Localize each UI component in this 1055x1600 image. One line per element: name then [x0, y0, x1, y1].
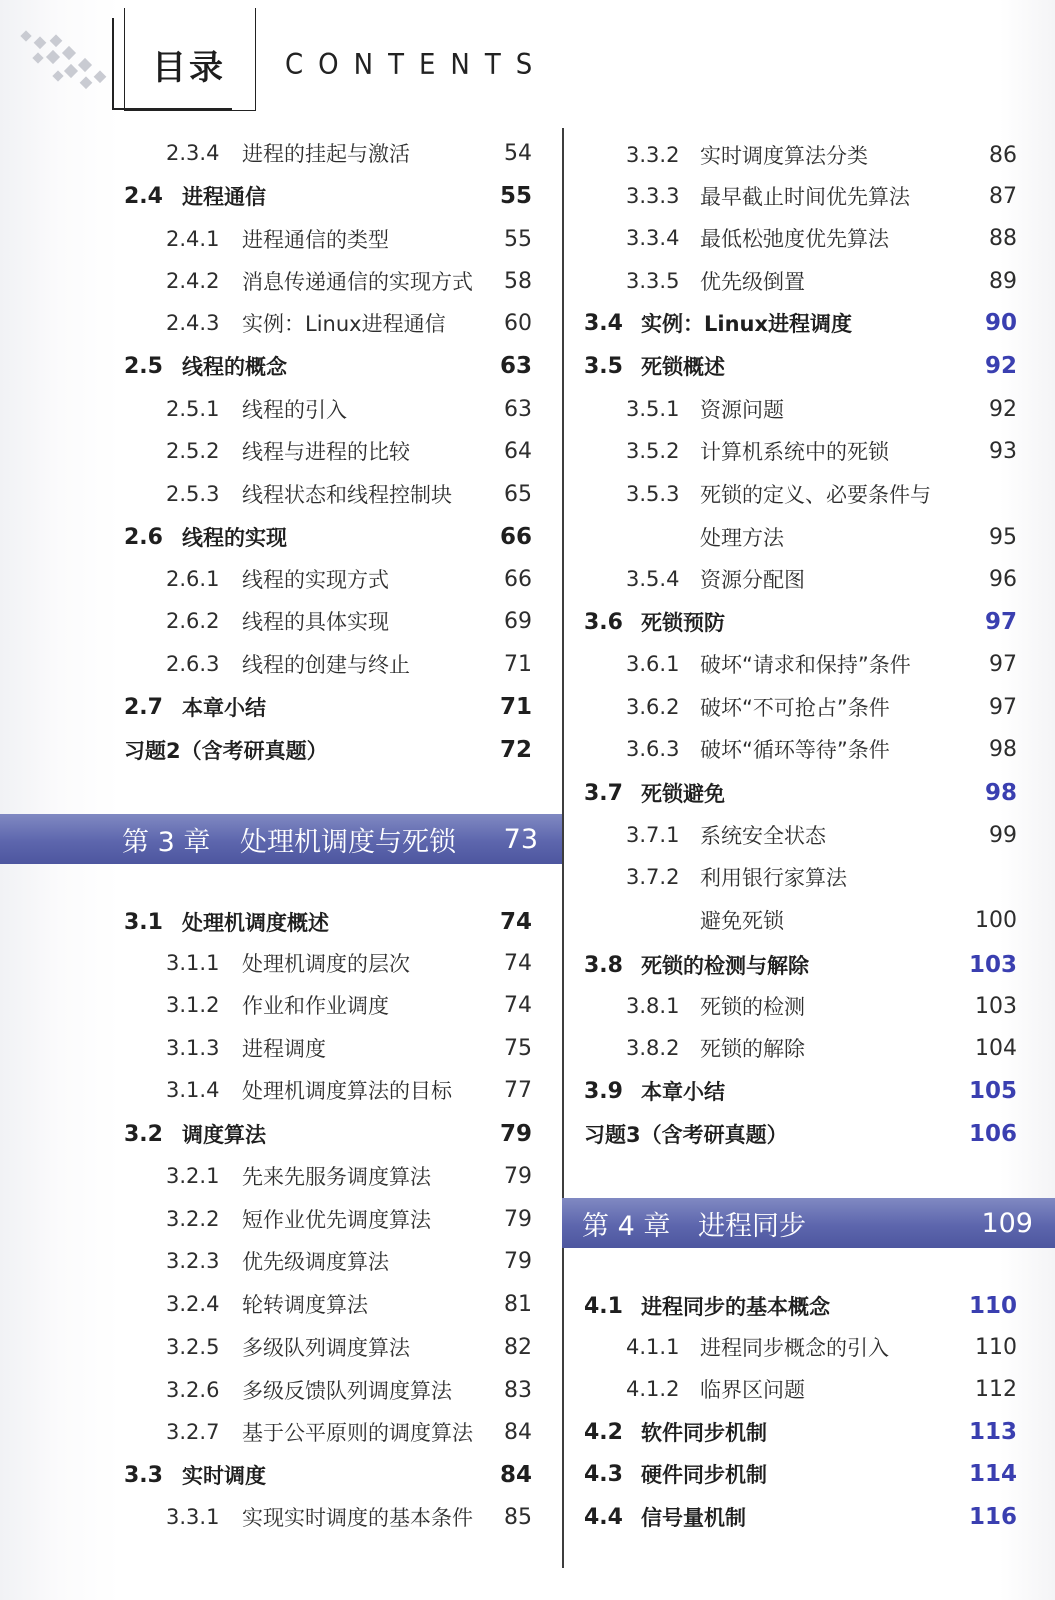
toc-entry-number: 3.6.2: [626, 695, 680, 719]
toc-entry[interactable]: [0, 945, 1017, 985]
toc-entry-page: 54: [504, 140, 532, 166]
toc-entry-number: 3.1.4: [166, 1078, 220, 1102]
toc-entry-number: 3.2.7: [166, 1420, 220, 1444]
toc-entry-number: 4.2: [584, 1419, 623, 1445]
toc-entry-title: 进程同步的基本概念: [641, 1295, 830, 1319]
toc-entry[interactable]: [0, 986, 1017, 1026]
toc-entry-title: 死锁的检测与解除: [641, 954, 809, 978]
toc-entry-number: 3.2.5: [166, 1335, 220, 1359]
toc-entry-number: 3.3: [124, 1462, 163, 1488]
toc-entry[interactable]: [0, 1028, 1017, 1068]
toc-entry-title: 实例：Linux进程通信: [242, 312, 446, 336]
toc-entry-title: 线程的引入: [242, 398, 347, 422]
toc-entry[interactable]: [0, 176, 1017, 216]
toc-entry-page: 97: [984, 609, 1017, 635]
toc-entry-number: 3.3.5: [626, 269, 680, 293]
toc-entry[interactable]: [0, 1156, 560, 1196]
toc-entry-page: 84: [499, 1462, 532, 1488]
toc-entry-page: 92: [989, 396, 1017, 422]
toc-entry-number: 3.3.3: [626, 184, 680, 208]
toc-entry-title: 作业和作业调度: [242, 994, 389, 1018]
toc-entry-title: 实例：Linux进程调度: [641, 312, 853, 336]
toc-entry-number: 3.8.2: [626, 1036, 680, 1060]
toc-entry-page: 105: [968, 1078, 1017, 1104]
toc-entry[interactable]: [0, 1071, 1017, 1111]
toc-entry-title: 硬件同步机制: [641, 1463, 767, 1487]
toc-entry-title: 进程同步概念的引入: [700, 1336, 889, 1360]
toc-entry-title: 处理机调度概述: [182, 911, 329, 935]
toc-entry-number: 3.5.4: [626, 567, 680, 591]
toc-entry-page: 65: [504, 481, 532, 507]
toc-entry-title: 本章小结: [641, 1080, 725, 1104]
toc-entry[interactable]: [0, 389, 1017, 429]
toc-entry[interactable]: [0, 729, 1017, 769]
toc-entry-page: 60: [504, 310, 532, 336]
toc-entry-page: 84: [504, 1419, 532, 1445]
toc-entry-title: 信号量机制: [641, 1506, 746, 1530]
toc-entry-number: 2.4.1: [166, 227, 220, 251]
toc-entry-number: 3.2.6: [166, 1378, 220, 1402]
toc-entry-number: 3.7.1: [626, 823, 680, 847]
toc-entry-page: 63: [504, 396, 532, 422]
toc-entry-title: 线程的概念: [182, 355, 287, 379]
toc-entry[interactable]: [0, 1454, 1017, 1494]
toc-entry-number: 3.5.3: [626, 482, 680, 506]
toc-entry-title: 死锁概述: [641, 355, 725, 379]
toc-entry-page: 72: [499, 737, 532, 763]
toc-entry-page: 77: [504, 1077, 532, 1103]
toc-entry-number: 3.1.2: [166, 993, 220, 1017]
toc-entry-title: 破坏“不可抢占”条件: [700, 696, 890, 720]
toc-entry-title: 线程的具体实现: [242, 610, 389, 634]
toc-entry-title: 实现实时调度的基本条件: [242, 1506, 473, 1530]
column-divider: [562, 128, 564, 1568]
toc-entry-number: 3.1: [124, 909, 163, 935]
toc-entry[interactable]: [0, 687, 1017, 727]
toc-entry-number: 3.2: [124, 1121, 163, 1147]
toc-entry-number: 3.5: [584, 353, 623, 379]
toc-entry[interactable]: [0, 1327, 1017, 1367]
toc-entry-number: 4.1: [584, 1293, 623, 1319]
toc-entry-page: 85: [504, 1504, 532, 1530]
toc-entry-page: 116: [968, 1504, 1017, 1530]
toc-entry-page: 66: [504, 566, 532, 592]
toc-entry-title: 优先级调度算法: [242, 1250, 389, 1274]
chapter-page: 73: [503, 823, 538, 855]
toc-entry-title: 破坏“请求和保持”条件: [700, 653, 911, 677]
toc-entry-page: 98: [984, 780, 1017, 806]
toc-entry-page: 98: [989, 736, 1017, 762]
toc-entry-number: 4.1.2: [626, 1377, 680, 1401]
toc-entry-number: 2.6.3: [166, 652, 220, 676]
toc-entry-page: 114: [968, 1461, 1017, 1487]
toc-entry-number: 3.1.3: [166, 1036, 220, 1060]
toc-entry-title: 处理机调度算法的目标: [242, 1079, 452, 1103]
toc-entry[interactable]: [0, 815, 1017, 855]
toc-entry-title: 优先级倒置: [700, 270, 805, 294]
toc-entry-title: 死锁的定义、必要条件与: [700, 483, 931, 507]
toc-entry-number: 2.7: [124, 694, 163, 720]
toc-entry-number: 3.6.3: [626, 737, 680, 761]
toc-entry-page: 89: [989, 268, 1017, 294]
toc-entry-title: 实时调度算法分类: [700, 144, 868, 168]
toc-entry-number: 2.5.2: [166, 439, 220, 463]
toc-entry[interactable]: [0, 431, 1017, 471]
toc-entry-title: 线程的创建与终止: [242, 653, 410, 677]
toc-entry-number: 3.8: [584, 952, 623, 978]
toc-entry-page: 100: [975, 907, 1017, 933]
toc-entry[interactable]: [0, 218, 1017, 258]
toc-entry-number: 3.5.2: [626, 439, 680, 463]
toc-entry-title: 短作业优先调度算法: [242, 1208, 431, 1232]
toc-entry-number: 3.6: [584, 609, 623, 635]
toc-entry-page: 103: [975, 993, 1017, 1019]
page-title-english: CONTENTS: [285, 48, 548, 82]
toc-entry-page: 83: [504, 1377, 532, 1403]
toc-entry-page: 82: [504, 1334, 532, 1360]
toc-entry-page: 71: [499, 694, 532, 720]
toc-entry[interactable]: [0, 1241, 560, 1281]
toc-entry-page: 74: [504, 992, 532, 1018]
toc-entry[interactable]: [0, 517, 1017, 557]
toc-entry-title: 多级反馈队列调度算法: [242, 1379, 452, 1403]
toc-entry-title: 最低松弛度优先算法: [700, 227, 889, 251]
toc-entry-page: 79: [504, 1248, 532, 1274]
toc-entry[interactable]: [0, 857, 847, 897]
toc-entry-title: 资源问题: [700, 398, 784, 422]
toc-entry-page: 99: [989, 822, 1017, 848]
chapter-number: 第 3 章: [122, 826, 211, 858]
toc-entry-page: 58: [504, 268, 532, 294]
toc-entry-title: 线程的实现: [182, 526, 287, 550]
toc-entry[interactable]: [0, 1286, 1017, 1326]
toc-entry[interactable]: [0, 1199, 560, 1239]
toc-entry-page: 79: [504, 1163, 532, 1189]
toc-entry-title: 避免死锁: [700, 909, 784, 933]
toc-entry-title: 临界区问题: [700, 1378, 805, 1402]
toc-entry-title: 进程通信: [182, 185, 266, 209]
toc-entry-title: 资源分配图: [700, 568, 805, 592]
toc-entry-title: 死锁的检测: [700, 995, 805, 1019]
toc-entry-number: 3.9: [584, 1078, 623, 1104]
toc-entry-number: 3.6.1: [626, 652, 680, 676]
toc-entry-page: 97: [989, 651, 1017, 677]
toc-entry-title: 先来先服务调度算法: [242, 1165, 431, 1189]
toc-entry-title: 系统安全状态: [700, 824, 826, 848]
toc-entry[interactable]: [0, 474, 931, 514]
toc-entry[interactable]: [0, 559, 1017, 599]
toc-entry-page: 87: [989, 183, 1017, 209]
toc-entry-page: 92: [984, 353, 1017, 379]
toc-entry-number: 3.2.3: [166, 1249, 220, 1273]
toc-entry-page: 75: [504, 1035, 532, 1061]
toc-entry-page: 110: [968, 1293, 1017, 1319]
toc-entry[interactable]: [0, 644, 1017, 684]
chapter-number: 第 4 章: [582, 1210, 671, 1242]
toc-entry[interactable]: [0, 1369, 1017, 1409]
toc-entry-page: 55: [499, 183, 532, 209]
toc-entry-title: 基于公平原则的调度算法: [242, 1421, 473, 1445]
chapter-title: 进程同步: [698, 1210, 806, 1242]
toc-entry-title: 破坏“循环等待”条件: [700, 738, 890, 762]
toc-entry-title: 进程的挂起与激活: [242, 142, 410, 166]
toc-entry-number: 3.2.1: [166, 1164, 220, 1188]
chapter-band-4[interactable]: [562, 1198, 1055, 1248]
toc-entry-page: 103: [968, 952, 1017, 978]
toc-entry-number: 2.6.2: [166, 609, 220, 633]
toc-entry-number: 4.3: [584, 1461, 623, 1487]
toc-entry-page: 63: [499, 353, 532, 379]
toc-entry-page: 81: [504, 1291, 532, 1317]
toc-entry-number: 3.8.1: [626, 994, 680, 1018]
toc-entry-page: 93: [989, 438, 1017, 464]
toc-entry[interactable]: [0, 1412, 1017, 1452]
toc-entry-title: 进程通信的类型: [242, 228, 389, 252]
toc-entry-number: 2.6.1: [166, 567, 220, 591]
toc-entry-number: 3.3.4: [626, 226, 680, 250]
toc-entry-number: 3.7: [584, 780, 623, 806]
toc-entry-title: 处理方法: [700, 526, 784, 550]
toc-entry-page: 74: [504, 950, 532, 976]
toc-entry-number: 4.1.1: [626, 1335, 680, 1359]
toc-entry-number: 3.1.1: [166, 951, 220, 975]
toc-entry[interactable]: [0, 261, 1017, 301]
toc-entry-title: 习题2（含考研真题）: [124, 739, 328, 763]
toc-entry-page: 64: [504, 438, 532, 464]
toc-entry-title: 软件同步机制: [641, 1421, 767, 1445]
toc-entry-number: 2.3.4: [166, 141, 220, 165]
toc-entry-page: 74: [499, 909, 532, 935]
toc-entry-page: 79: [499, 1121, 532, 1147]
toc-entry-number: 2.6: [124, 524, 163, 550]
toc-entry-title: 实时调度: [182, 1464, 266, 1488]
toc-entry[interactable]: [0, 602, 1017, 642]
chapter-title: 处理机调度与死锁: [240, 826, 456, 858]
toc-entry[interactable]: [0, 303, 1017, 343]
toc-entry-title: 习题3（含考研真题）: [584, 1123, 788, 1147]
toc-entry-title: 多级队列调度算法: [242, 1336, 410, 1360]
toc-entry-page: 55: [504, 226, 532, 252]
toc-entry[interactable]: [0, 135, 1017, 175]
toc-entry-number: 3.5.1: [626, 397, 680, 421]
toc-entry-number: 2.5.3: [166, 482, 220, 506]
toc-entry-number: 3.3.2: [626, 143, 680, 167]
toc-entry-number: 2.4.3: [166, 311, 220, 335]
toc-entry-number: 3.3.1: [166, 1505, 220, 1529]
toc-entry-page: 97: [989, 694, 1017, 720]
toc-entry-number: 3.7.2: [626, 865, 680, 889]
toc-entry-title: 消息传递通信的实现方式: [242, 270, 473, 294]
chapter-page: 109: [981, 1207, 1033, 1239]
toc-entry-page: 69: [504, 608, 532, 634]
toc-entry-page: 112: [975, 1376, 1017, 1402]
toc-entry-number: 3.4: [584, 310, 623, 336]
page-title: 目录: [152, 48, 226, 88]
toc-entry[interactable]: [0, 773, 1017, 813]
toc-entry-number: 2.4.2: [166, 269, 220, 293]
toc-entry-number: 3.2.4: [166, 1292, 220, 1316]
toc-entry-page: 106: [968, 1121, 1017, 1147]
toc-entry-page: 90: [984, 310, 1017, 336]
toc-entry-title: 线程的实现方式: [242, 568, 389, 592]
toc-entry-title: 死锁预防: [641, 611, 725, 635]
toc-entry[interactable]: [0, 1114, 1017, 1154]
toc-entry-title: 轮转调度算法: [242, 1293, 368, 1317]
toc-entry-page: 71: [504, 651, 532, 677]
toc-entry-number: 4.4: [584, 1504, 623, 1530]
toc-entry-title: 线程与进程的比较: [242, 440, 410, 464]
toc-entry-number: 2.5: [124, 353, 163, 379]
toc-entry-page: 104: [975, 1035, 1017, 1061]
toc-entry-page: 96: [989, 566, 1017, 592]
toc-entry-page: 86: [989, 142, 1017, 168]
toc-entry-page: 110: [975, 1334, 1017, 1360]
toc-entry-title: 最早截止时间优先算法: [700, 185, 910, 209]
toc-entry-title: 调度算法: [182, 1123, 266, 1147]
toc-entry-title: 线程状态和线程控制块: [242, 483, 452, 507]
toc-entry-number: 2.5.1: [166, 397, 220, 421]
toc-entry-page: 95: [989, 524, 1017, 550]
toc-entry[interactable]: [0, 900, 1017, 940]
toc-entry-number: 2.4: [124, 183, 163, 209]
toc-entry-page: 66: [499, 524, 532, 550]
decorative-dots-icon: [18, 22, 118, 102]
toc-entry-title: 利用银行家算法: [700, 866, 847, 890]
toc-entry-page: 79: [504, 1206, 532, 1232]
toc-entry[interactable]: [0, 346, 1017, 386]
toc-entry-title: 死锁避免: [641, 782, 725, 806]
toc-entry-title: 本章小结: [182, 696, 266, 720]
toc-entry[interactable]: [0, 1497, 1017, 1537]
toc-entry-page: 113: [968, 1419, 1017, 1445]
toc-entry-number: 3.2.2: [166, 1207, 220, 1231]
toc-entry-title: 进程调度: [242, 1037, 326, 1061]
toc-entry-title: 死锁的解除: [700, 1037, 805, 1061]
toc-entry-title: 计算机系统中的死锁: [700, 440, 889, 464]
toc-entry-page: 88: [989, 225, 1017, 251]
toc-entry-title: 处理机调度的层次: [242, 952, 410, 976]
